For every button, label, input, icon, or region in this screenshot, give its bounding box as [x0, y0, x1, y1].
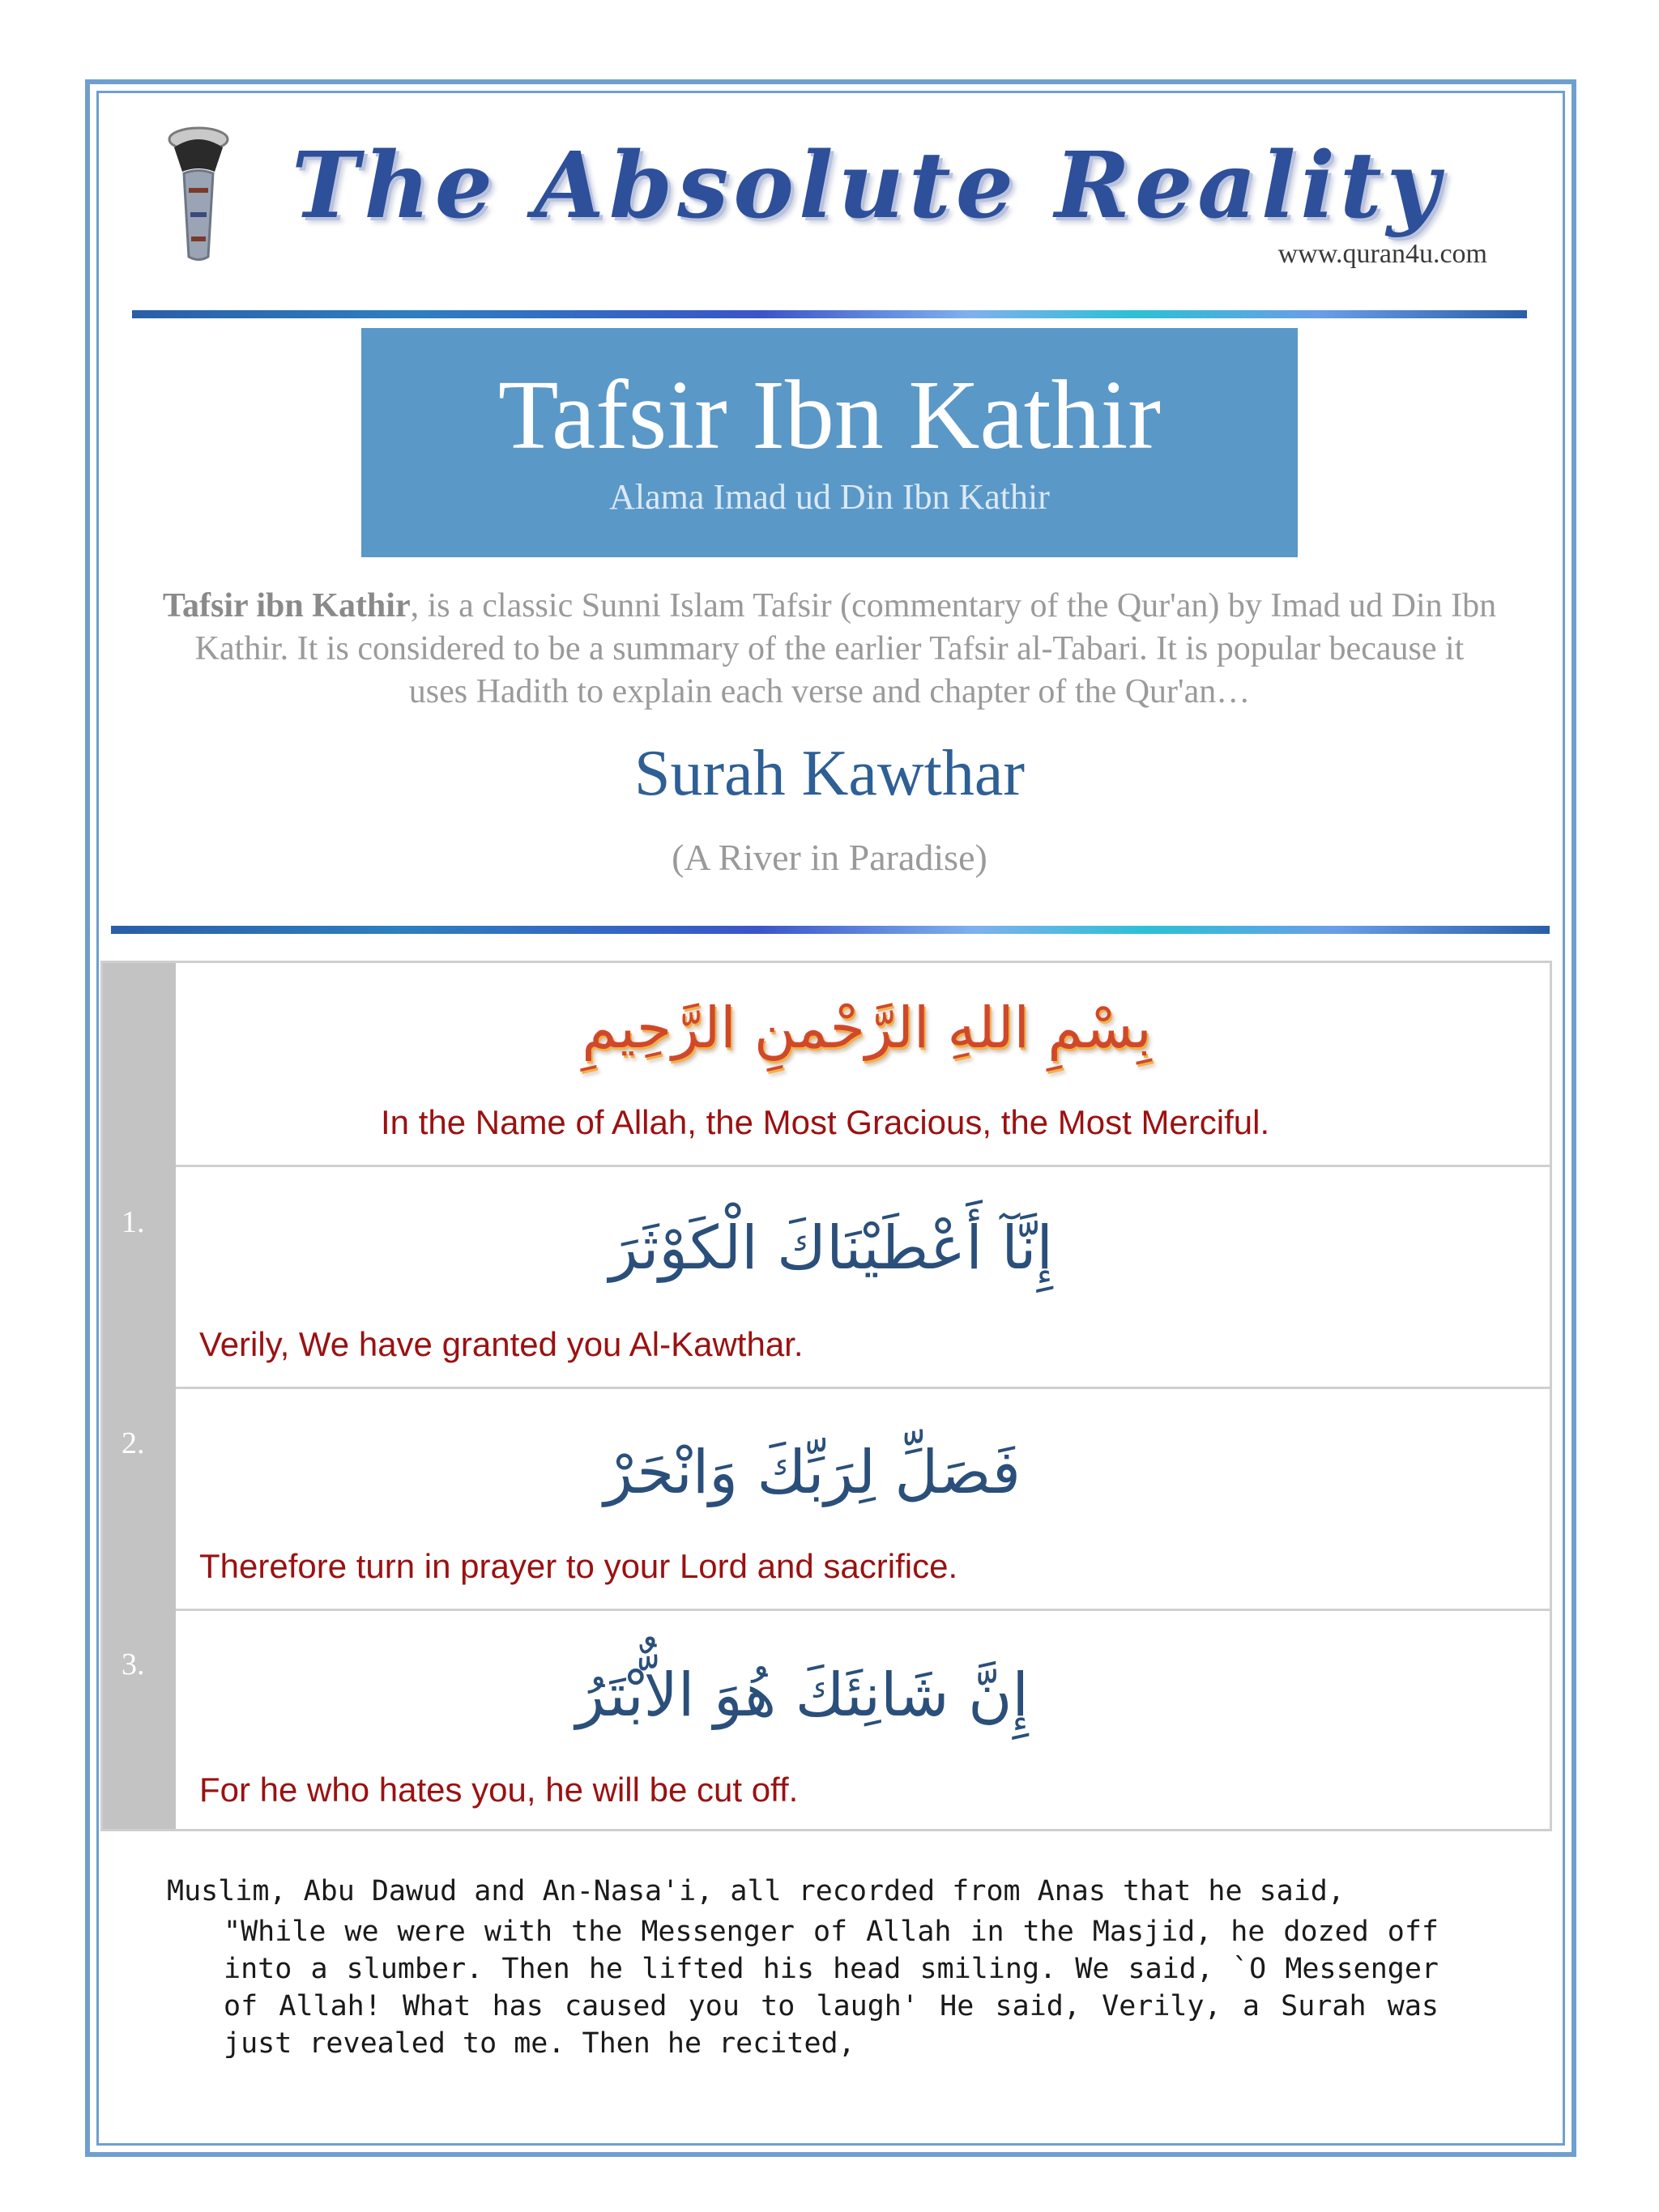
- bismillah-arabic: بِسْمِ اللهِ الرَّحْمنِ الرَّحِيمِ: [582, 995, 1152, 1061]
- verse-1-translation: Verily, We have granted you Al-Kawthar.: [199, 1325, 804, 1363]
- verse-2-translation: Therefore turn in prayer to your Lord and sacrifice.: [199, 1547, 958, 1585]
- verse-number-2: 2.: [122, 1426, 145, 1460]
- verse-1-arabic: إِنَّآ أَعْطَيْنَاكَ الْكَوْثَرَ: [609, 1213, 1053, 1283]
- document-title: Tafsir Ibn Kathir: [497, 360, 1162, 470]
- intro-text: , is a classic Sunni Islam Tafsir (commentary of the Qur'an) by Imad ud Din Ibn Kathir. It is considered to be a summary of the earlier Tafsir al-Tabari. It is popular because it uses Hadith to explain each verse and chapter of the Qur'an…: [194, 587, 1497, 710]
- intro-paragraph: [162, 585, 1497, 714]
- header-divider: [132, 310, 1527, 318]
- bismillah-translation: In the Name of Allah, the Most Gracious, the Most Merciful.: [381, 1103, 1270, 1141]
- document-author: Alama Imad ud Din Ibn Kathir: [609, 477, 1050, 517]
- logo-url: www.quran4u.com: [1277, 239, 1487, 269]
- surah-subtitle: (A River in Paradise): [672, 837, 987, 878]
- intro-bold-lead: Tafsir ibn Kathir: [162, 587, 411, 624]
- logo-wordmark: The Absolute Reality: [292, 133, 1444, 239]
- verse-2-arabic: فَصَلِّ لِرَبِّكَ وَانْحَرْ: [603, 1438, 1021, 1507]
- section-divider: [111, 926, 1550, 934]
- verse-3-arabic: إِنَّ شَانِئَكَ هُوَ الاٌّبْتَرُ: [575, 1660, 1029, 1730]
- verse-3-translation: For he who hates you, he will be cut off.: [199, 1771, 799, 1809]
- verse-number-1: 1.: [122, 1205, 145, 1239]
- title-block: [361, 328, 1298, 557]
- verse-number-column: [103, 963, 176, 1829]
- body-lead: Muslim, Abu Dawud and An-Nasa'i, all recorded from Anas that he said,: [167, 1875, 1345, 1907]
- surah-title: Surah Kawthar: [633, 738, 1026, 809]
- verse-number-3: 3.: [122, 1647, 145, 1681]
- hadith-quote: "While we were with the Messenger of Allah in the Masjid, he dozed off into a slumber. Then he lifted his head smiling. We said, `O Messenger of Allah! What has caused you to laugh' He said, Verily, a Surah was just revealed to me. Then he recited,: [224, 1916, 1439, 2060]
- quran-scroll-icon: [166, 123, 231, 265]
